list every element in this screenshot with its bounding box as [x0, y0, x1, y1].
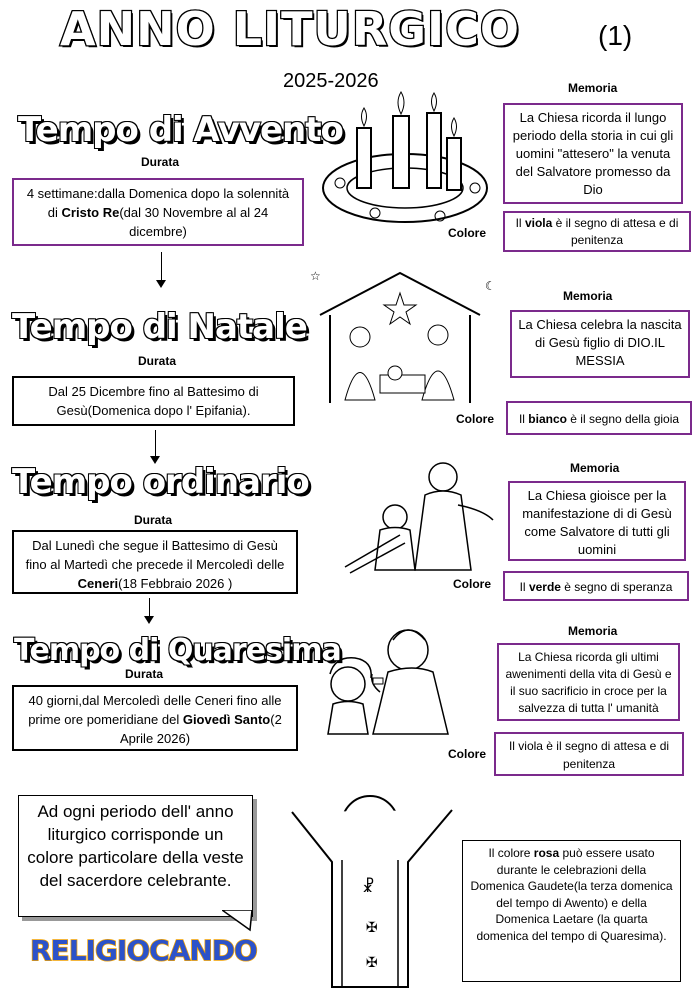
durata-label-avvento: Durata: [141, 155, 180, 169]
year-label: 2025-2026: [283, 70, 379, 92]
durata-label-ordinario: Durata: [134, 513, 173, 527]
colore-box-natale: Il bianco è il segno della gioia: [506, 401, 692, 435]
jesus-healing-image: [340, 455, 500, 575]
memoria-label-ordinario: Memoria: [570, 461, 620, 475]
section-title-ordinario: Tempo ordinario: [12, 462, 309, 502]
ash-wednesday-image: [318, 612, 483, 737]
memoria-box-natale: La Chiesa celebra la nascita di Gesù figlio di DIO.IL MESSIA: [510, 310, 690, 378]
memoria-box-quaresima: La Chiesa ricorda gli ultimi awenimenti della vita di Gesù e il suo sacrificio in croce per la salvezza di tutta l' umanità: [497, 643, 680, 721]
svg-text:☆: ☆: [310, 269, 321, 283]
memoria-box-ordinario: La Chiesa gioisce per la manifestazione di di Gesù come Salvatore di tutti gli uomini: [508, 481, 686, 561]
section-title-avvento: Tempo di Avvento: [18, 110, 343, 150]
note-box: Ad ogni periodo dell' anno liturgico corrisponde un colore particolare della veste del sacerdore celebrante.: [18, 795, 253, 917]
durata-label-natale: Durata: [138, 354, 177, 368]
memoria-box-avvento: La Chiesa ricorda il lungo periodo della storia in cui gli uomini "attesero" la venuta del Salvatore promesso da Dio: [503, 103, 683, 204]
durata-label-quaresima: Durata: [125, 667, 164, 681]
durata-box-ordinario: Dal Lunedì che segue il Battesimo di Gesù fino al Martedì che precede il Mercoledì delle Ceneri(18 Febbraio 2026 ): [12, 530, 298, 594]
colore-label-ordinario: Colore: [453, 577, 492, 591]
durata-box-quaresima: 40 giorni,dal Mercoledì delle Ceneri fino alle prime ore pomeridiane del Giovedì Santo(2 Aprile 2026): [12, 685, 298, 751]
colore-box-ordinario: Il verde è segno di speranza: [503, 571, 689, 601]
page-number: (1): [598, 20, 633, 51]
note-box-curl-icon: [222, 910, 252, 932]
colore-box-avvento: Il viola è il segno di attesa e di penitenza: [503, 211, 691, 252]
colore-box-quaresima: Il viola è il segno di attesa e di penitenza: [494, 732, 684, 776]
svg-text:✠: ✠: [366, 920, 378, 936]
colore-label-avvento: Colore: [448, 226, 487, 240]
rosa-note-box: Il colore rosa può essere usato durante le celebrazioni della Domenica Gaudete(la terza domenica del tempo di Awento) e della Domenica Laetare (la quarta domenica del tempo di Quaresima).: [462, 840, 681, 982]
svg-text:☧: ☧: [362, 877, 375, 896]
svg-text:☾: ☾: [485, 279, 496, 293]
colore-label-natale: Colore: [456, 412, 495, 426]
memoria-label-quaresima: Memoria: [568, 624, 618, 638]
priest-image: [262, 782, 480, 992]
religiocando-logo: RELIGIOCANDO: [30, 934, 257, 967]
colore-label-quaresima: Colore: [448, 747, 487, 761]
page-title: ANNO LITURGICO: [60, 2, 521, 56]
durata-box-natale: Dal 25 Dicembre fino al Battesimo di Gesù(Domenica dopo l' Epifania).: [12, 376, 295, 426]
section-title-quaresima: Tempo di Quaresima: [14, 633, 341, 668]
memoria-label-natale: Memoria: [563, 289, 613, 303]
memoria-label-avvento: Memoria: [568, 81, 618, 95]
section-title-natale: Tempo di Natale: [12, 307, 307, 347]
advent-wreath-image: [315, 88, 495, 228]
nativity-image: [300, 265, 500, 410]
svg-text:✠: ✠: [366, 955, 378, 971]
durata-box-avvento: 4 settimane:dalla Domenica dopo la solennità di Cristo Re(dal 30 Novembre al al 24 dicembre): [12, 178, 304, 246]
